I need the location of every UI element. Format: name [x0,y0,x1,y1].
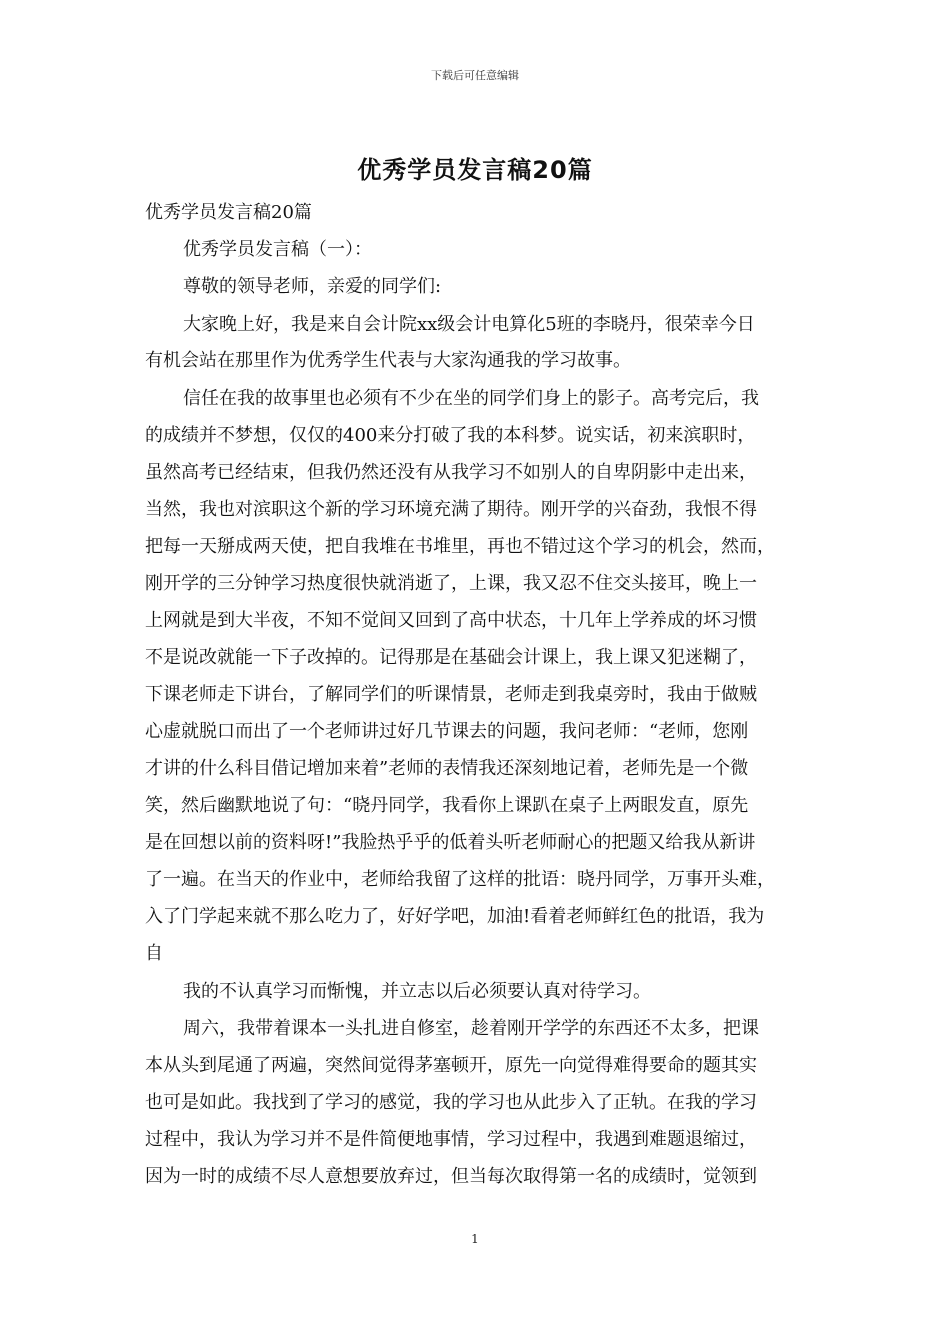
body-line: 周六，我带着课本一头扎进自修室，趁着刚开学学的东西还不太多，把课 [183,1018,759,1039]
body-line: 也可是如此。我找到了学习的感觉，我的学习也从此步入了正轨。在我的学习 [145,1092,757,1113]
body-line: 了一遍。在当天的作业中，老师给我留了这样的批语：晓丹同学，万事开头难， [145,869,775,890]
body-line: 过程中，我认为学习并不是件简便地事情，学习过程中，我遇到难题退缩过， [145,1129,757,1150]
body-line: 信任在我的故事里也必须有不少在坐的同学们身上的影子。高考完后，我 [183,388,759,409]
body-line: 的成绩并不梦想，仅仅的400来分打破了我的本科梦。说实话，初来滨职时， [145,425,756,446]
body-line: 把每一天掰成两天使，把自我堆在书堆里，再也不错过这个学习的机会，然而， [145,536,775,557]
body-line: 是在回想以前的资料呀!”我脸热乎乎的低着头听老师耐心的把题又给我从新讲 [145,832,756,853]
body-line: 我的不认真学习而惭愧，并立志以后必须要认真对待学习。 [183,981,651,1002]
body-line: 大家晚上好，我是来自会计院xx级会计电算化5班的李晓丹，很荣幸今日 [183,314,755,335]
body-line: 下课老师走下讲台，了解同学们的听课情景，老师走到我桌旁时，我由于做贼 [145,684,757,705]
body-line: 笑，然后幽默地说了句：“晓丹同学，我看你上课趴在桌子上两眼发直，原先 [145,795,749,816]
body-line: 入了门学起来就不那么吃力了，好好学吧，加油!看着老师鲜红色的批语，我为 [145,906,765,927]
body-line: 刚开学的三分钟学习热度很快就消逝了，上课，我又忍不住交头接耳，晚上一 [145,573,757,594]
document-title: 优秀学员发言稿20篇 [357,156,593,184]
body-line: 心虚就脱口而出了一个老师讲过好几节课去的问题，我问老师：“老师，您刚 [145,721,749,742]
body-line: 因为一时的成绩不尽人意想要放弃过，但当每次取得第一名的成绩时，觉领到 [145,1166,757,1187]
body-line: 虽然高考已经结束，但我仍然还没有从我学习不如别人的自卑阴影中走出来， [145,462,757,483]
body-line: 优秀学员发言稿（一）： [183,239,372,260]
body-line: 有机会站在那里作为优秀学生代表与大家沟通我的学习故事。 [145,350,631,371]
body-line: 尊敬的领导老师，亲爱的同学们: [183,276,442,297]
body-line: 本从头到尾通了两遍，突然间觉得茅塞顿开，原先一向觉得难得要命的题其实 [145,1055,757,1076]
body-line: 上网就是到大半夜，不知不觉间又回到了高中状态，十几年上学养成的坏习惯 [145,610,757,631]
body-line: 才讲的什么科目借记增加来着”老师的表情我还深刻地记着，老师先是一个微 [145,758,749,779]
page-header-note: 下载后可任意编辑 [431,69,519,82]
body-line: 不是说改就能一下子改掉的。记得那是在基础会计课上，我上课又犯迷糊了， [145,647,757,668]
body-line: 优秀学员发言稿20篇 [145,202,312,223]
body-line: 自 [145,943,163,964]
page-number: 1 [471,1232,479,1246]
body-line: 当然，我也对滨职这个新的学习环境充满了期待。刚开学的兴奋劲，我恨不得 [145,499,757,520]
